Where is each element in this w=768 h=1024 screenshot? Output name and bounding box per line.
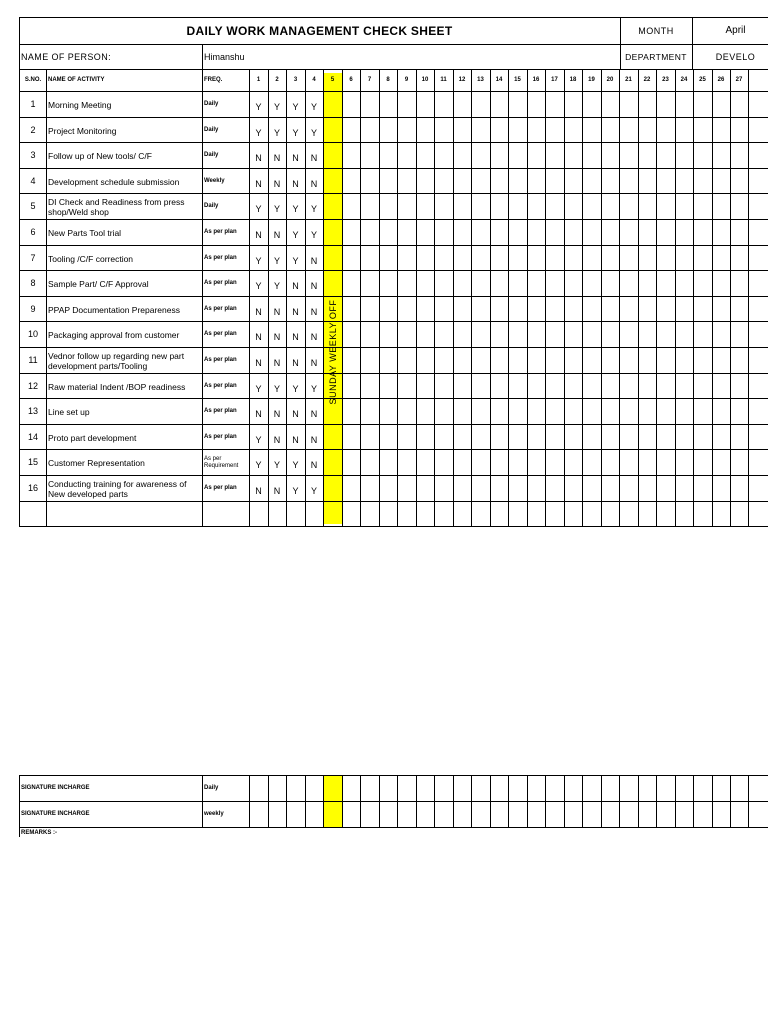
status-mark: Y <box>310 102 317 112</box>
day-header: 15 <box>514 77 521 83</box>
status-mark: Y <box>255 102 262 112</box>
status-mark: N <box>310 281 318 291</box>
activity-sno: 2 <box>30 125 36 135</box>
status-mark: N <box>255 486 262 496</box>
activity-name: Proto part development <box>48 432 137 443</box>
activity-freq: As per plan <box>204 434 237 440</box>
status-mark: N <box>273 153 281 163</box>
status-mark: N <box>310 179 318 189</box>
status-mark: Y <box>255 460 262 470</box>
name-value: Himanshu <box>204 52 245 62</box>
status-mark: N <box>273 230 281 240</box>
signature-label: SIGNATURE INCHARGE <box>21 811 90 817</box>
signature-freq: Daily <box>204 785 219 791</box>
name-label: NAME OF PERSON: <box>21 52 112 62</box>
status-mark: N <box>255 332 262 342</box>
day-header: 1 <box>256 77 261 83</box>
activity-name: PPAP Documentation Prepareness <box>48 304 180 315</box>
day-header: 11 <box>440 77 447 83</box>
activity-freq: Daily <box>204 127 219 133</box>
activity-sno: 4 <box>30 176 36 186</box>
status-mark: N <box>292 153 299 163</box>
activity-freq: Daily <box>204 203 219 209</box>
sheet-title: DAILY WORK MANAGEMENT CHECK SHEET <box>186 24 453 38</box>
status-mark: Y <box>255 256 262 266</box>
status-mark: Y <box>273 281 280 291</box>
department-value: DEVELO <box>715 52 756 62</box>
day-header: 27 <box>735 77 743 83</box>
check-sheet <box>19 17 768 837</box>
status-mark: Y <box>292 128 299 138</box>
status-mark: N <box>292 409 299 419</box>
activity-freq: As per plan <box>204 357 237 363</box>
status-mark: N <box>310 409 318 419</box>
activity-sno: 14 <box>27 432 38 442</box>
activity-sno: 8 <box>30 278 36 288</box>
status-mark: N <box>273 332 281 342</box>
status-mark: Y <box>273 256 280 266</box>
status-mark: N <box>310 358 318 368</box>
activity-name: Project Monitoring <box>48 125 117 136</box>
status-mark: N <box>292 332 299 342</box>
status-mark: N <box>273 179 281 189</box>
status-mark: Y <box>292 230 299 240</box>
status-mark: N <box>255 358 262 368</box>
activity-sno: 5 <box>30 201 36 211</box>
day-header: 25 <box>699 77 706 83</box>
activity-name: Tooling /C/F correction <box>48 253 134 264</box>
activity-freq: As per plan <box>204 280 237 286</box>
day-header: 9 <box>404 77 409 83</box>
status-mark: N <box>310 332 318 342</box>
status-mark: N <box>310 153 318 163</box>
status-mark: Y <box>255 281 262 291</box>
activity-sno: 10 <box>27 329 38 339</box>
activity-freq: As per plan <box>204 383 237 389</box>
status-mark: Y <box>310 230 317 240</box>
day-header: 2 <box>275 77 279 83</box>
status-mark: Y <box>292 460 299 470</box>
status-mark: N <box>255 153 262 163</box>
activity-freq: As per plan <box>204 255 237 261</box>
activity-freq: Weekly <box>204 178 225 184</box>
activity-name: Line set up <box>48 406 90 417</box>
status-mark: Y <box>292 204 299 214</box>
status-mark: Y <box>310 384 317 394</box>
status-mark: N <box>310 307 318 317</box>
activity-name: DI Check and Readiness from press shop/Weld shop <box>48 196 185 217</box>
activity-sno: 1 <box>30 99 36 109</box>
status-mark: Y <box>255 384 262 394</box>
status-mark: Y <box>255 128 262 138</box>
activity-name: Customer Representation <box>48 457 145 468</box>
day-header: 8 <box>386 77 390 83</box>
activity-freq: As per plan <box>204 331 237 337</box>
activity-name: Vednor follow up regarding new part development parts/Tooling <box>48 350 185 371</box>
day-header: 22 <box>643 77 651 83</box>
activity-freq: As per plan <box>204 229 237 235</box>
day-header: 12 <box>458 77 466 83</box>
status-mark: Y <box>292 256 299 266</box>
day-header: 17 <box>551 77 558 83</box>
status-mark: N <box>292 179 299 189</box>
activity-freq: As per plan <box>204 306 237 312</box>
month-label: MONTH <box>638 26 674 36</box>
activity-sno: 6 <box>30 227 36 237</box>
activity-freq: As per Requirement <box>204 455 239 469</box>
status-mark: N <box>292 358 299 368</box>
status-mark: N <box>255 179 262 189</box>
remarks-label: REMARKS :- <box>21 830 57 836</box>
status-mark: Y <box>273 384 280 394</box>
weekly-off-label: SUNDAY WEEKLY OFF <box>327 299 338 405</box>
status-mark: N <box>255 307 262 317</box>
activity-sno: 13 <box>27 406 38 416</box>
day-header: 13 <box>477 77 484 83</box>
day-header: 21 <box>625 77 632 83</box>
day-header: 4 <box>312 77 316 83</box>
day-header: 14 <box>495 77 503 83</box>
status-mark: Y <box>273 460 280 470</box>
status-mark: N <box>292 435 299 445</box>
col-freq: FREQ. <box>204 77 223 83</box>
activity-sno: 15 <box>27 457 38 467</box>
day-header: 16 <box>532 77 540 83</box>
day-header: 5 <box>330 77 335 83</box>
day-header: 19 <box>588 77 595 83</box>
activity-name: New Parts Tool trial <box>48 227 122 238</box>
status-mark: Y <box>292 102 299 112</box>
activity-sno: 16 <box>27 483 38 493</box>
status-mark: N <box>273 307 281 317</box>
activity-sno: 3 <box>30 150 36 160</box>
status-mark: Y <box>273 102 280 112</box>
activity-name: Raw material Indent /BOP readiness <box>48 381 186 392</box>
day-header: 3 <box>293 77 298 83</box>
activity-name: Sample Part/ C/F Approval <box>48 278 149 289</box>
col-sno: S.NO. <box>24 77 42 83</box>
status-mark: N <box>255 409 262 419</box>
status-mark: Y <box>310 128 317 138</box>
activity-freq: Daily <box>204 152 219 158</box>
activity-name: Morning Meeting <box>48 99 112 110</box>
status-mark: N <box>292 281 299 291</box>
status-mark: Y <box>255 435 262 445</box>
status-mark: Y <box>273 204 280 214</box>
activity-name: Conducting training for awareness of New developed parts <box>48 478 187 499</box>
day-header: 20 <box>606 77 614 83</box>
status-mark: N <box>310 256 318 266</box>
status-mark: N <box>310 435 318 445</box>
day-header: 10 <box>421 77 429 83</box>
status-mark: N <box>273 435 281 445</box>
activity-name: Packaging approval from customer <box>48 329 180 340</box>
day-header: 24 <box>680 77 688 83</box>
status-mark: Y <box>310 204 317 214</box>
status-mark: N <box>273 486 281 496</box>
day-header: 26 <box>717 77 725 83</box>
month-value: April <box>725 25 746 36</box>
status-mark: Y <box>292 384 299 394</box>
activity-sno: 7 <box>30 253 36 263</box>
day-header: 6 <box>349 77 353 83</box>
status-mark: Y <box>292 486 299 496</box>
status-mark: N <box>255 230 262 240</box>
status-mark: N <box>273 409 281 419</box>
status-mark: Y <box>255 204 262 214</box>
activity-name: Development schedule submission <box>48 176 180 187</box>
signature-freq: weekly <box>204 811 224 817</box>
status-mark: N <box>273 358 281 368</box>
activity-name: Follow up of New tools/ C/F <box>48 150 152 161</box>
day-header: 23 <box>662 77 669 83</box>
status-mark: Y <box>273 128 280 138</box>
department-label: DEPARTMENT <box>625 52 687 62</box>
activity-sno: 9 <box>30 304 36 314</box>
status-mark: Y <box>310 486 317 496</box>
day-header: 18 <box>569 77 577 83</box>
day-header: 7 <box>367 77 372 83</box>
activity-sno: 12 <box>27 381 38 391</box>
activity-freq: Daily <box>204 101 219 107</box>
activity-freq: As per plan <box>204 408 237 414</box>
signature-label: SIGNATURE INCHARGE <box>21 785 90 791</box>
status-mark: N <box>310 460 318 470</box>
activity-sno: 11 <box>28 355 38 365</box>
col-activity: NAME OF ACTIVITY <box>48 77 105 83</box>
activity-freq: As per plan <box>204 485 237 491</box>
status-mark: N <box>292 307 299 317</box>
